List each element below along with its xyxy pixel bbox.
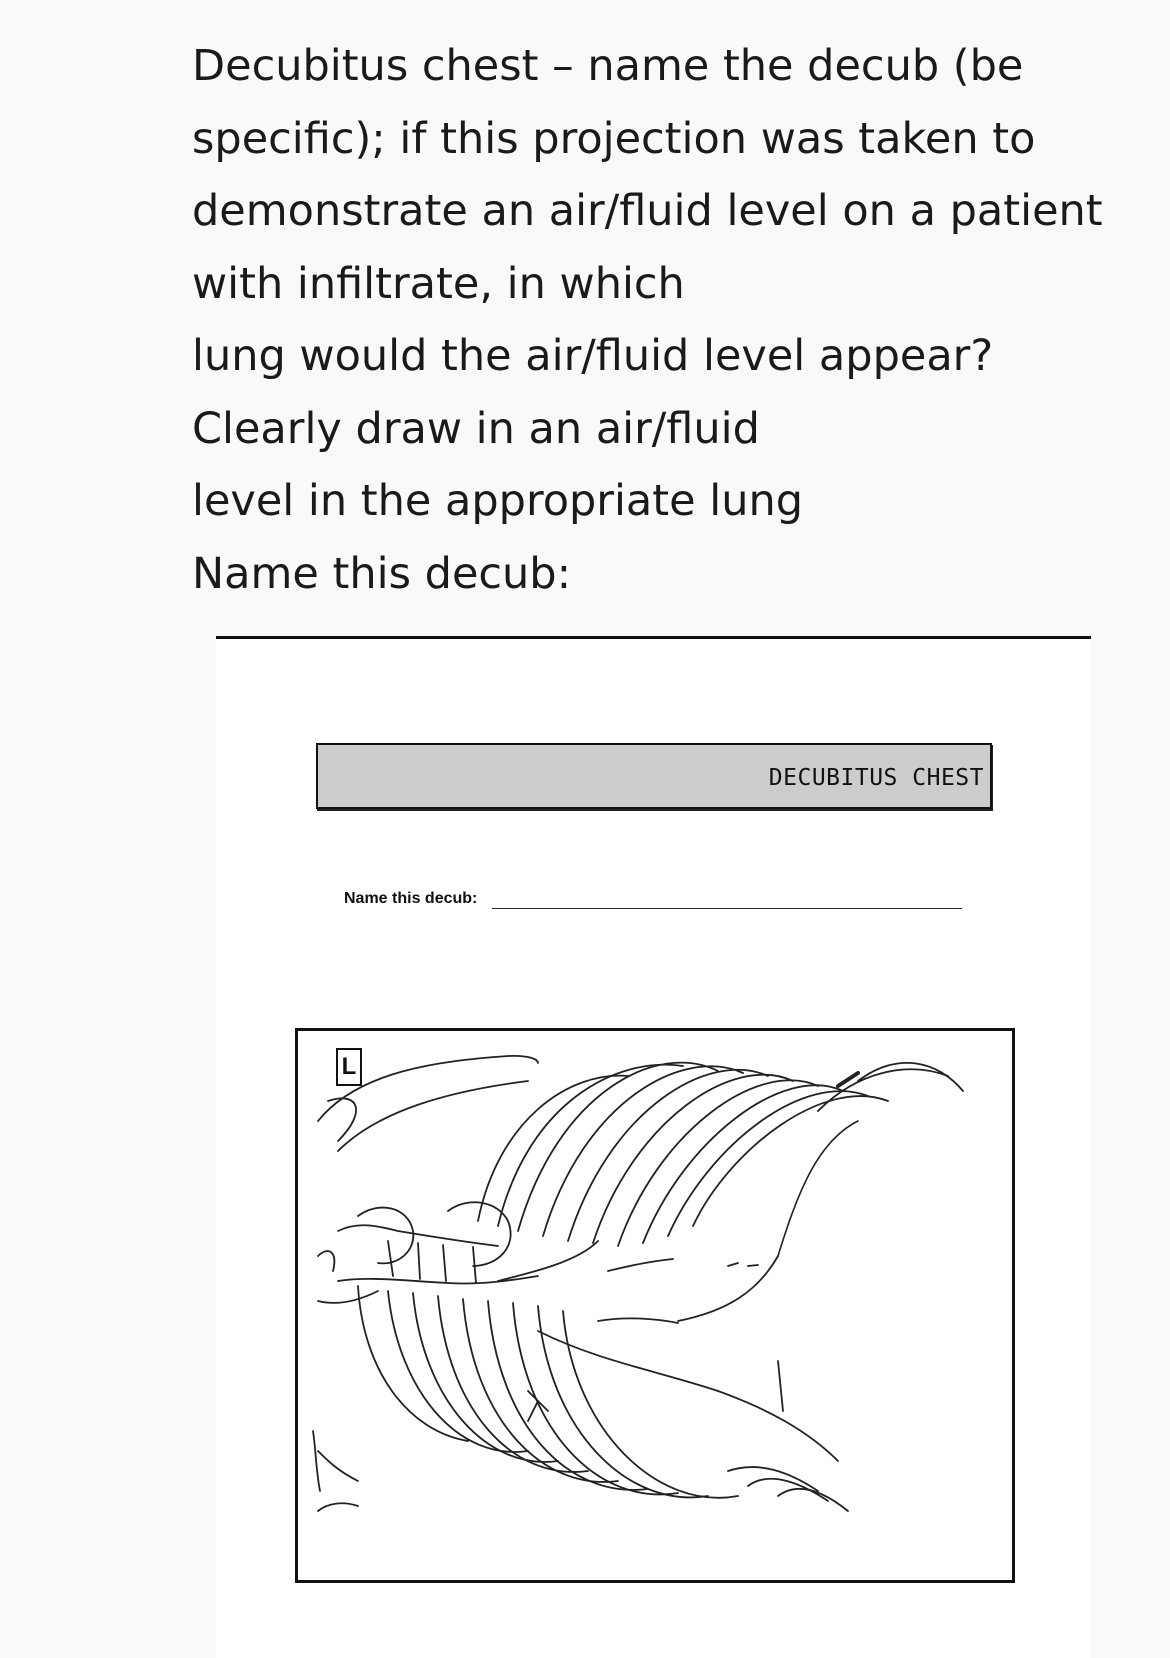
left-side-marker: L [336, 1048, 362, 1086]
name-answer-line[interactable] [492, 908, 962, 909]
decubitus-chest-drawing[interactable] [295, 1028, 1015, 1583]
question-line: Clearly draw in an air/fluid [192, 403, 760, 454]
worksheet-title: DECUBITUS CHEST [768, 765, 984, 791]
chest-line-drawing [298, 1031, 1018, 1586]
question-line: Decubitus chest – name the decub (be [192, 41, 1024, 91]
question-line: demonstrate an air/fluid level on a patient [192, 186, 1103, 236]
question-line: with infiltrate, in which [192, 258, 685, 309]
question-text [192, 30, 1122, 610]
worksheet-title-bar [316, 743, 992, 809]
question-line: Name this decub: [192, 548, 572, 599]
question-line: specific); if this projection was taken to [192, 113, 1036, 164]
question-line: level in the appropriate lung [192, 476, 804, 526]
name-decub-label: Name this decub: [344, 890, 478, 907]
question-line: lung would the air/fluid level appear? [192, 331, 994, 381]
